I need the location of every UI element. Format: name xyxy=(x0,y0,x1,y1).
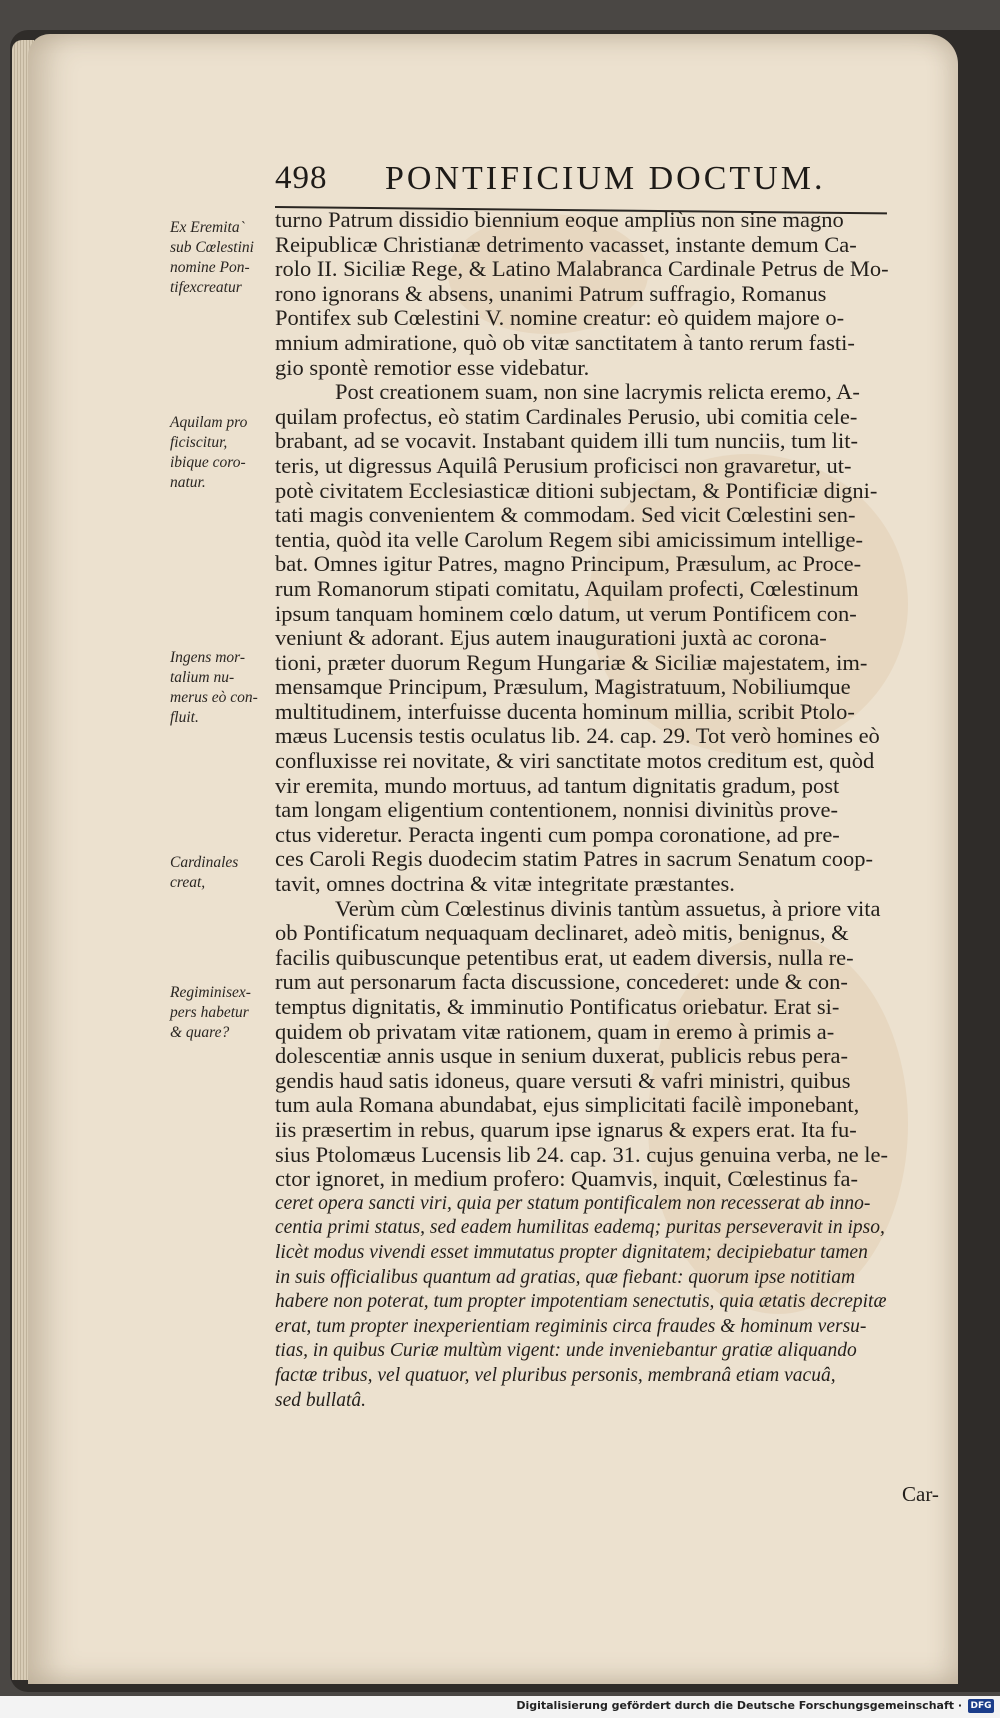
text-line: rono ignorans & absens, unanimi Patrum suffragio, Romanus xyxy=(275,280,827,306)
marginal-line: ibique coro- xyxy=(170,454,246,471)
text-line: tavit, omnes doctrina & vitæ integritate præstantes. xyxy=(275,871,735,897)
text-line: tentia, quòd ita velle Carolum Regem sibi amicissimum intellige- xyxy=(275,526,864,552)
footer-credit: Digitalisierung gefördert durch die Deutsche Forschungsgemeinschaft · xyxy=(516,1699,962,1712)
text-line: ctus videretur. Peracta ingenti cum pompa coronatione, ad pre- xyxy=(275,821,840,847)
body-text xyxy=(275,207,889,1413)
digitization-footer xyxy=(0,1696,1000,1718)
marginal-note xyxy=(170,218,275,298)
marginal-line: sub Cœlestini xyxy=(170,239,254,256)
running-title: PONTIFICIUM DOCTUM. xyxy=(385,160,826,197)
marginal-line: & quare? xyxy=(170,1024,230,1041)
marginal-line: Aquilam pro xyxy=(170,414,248,431)
quote-line: in suis officialibus quantum ad gratias, quæ fiebant: quorum ipse notitiam xyxy=(275,1266,856,1288)
marginal-line: fluit. xyxy=(170,709,199,726)
text-line: tam longam eligentium contentionem, nonnisi divinitùs prove- xyxy=(275,797,839,823)
marginal-note xyxy=(170,413,275,493)
catchword: Car- xyxy=(902,1482,939,1506)
text-line: gio spontè remotior esse videbatur. xyxy=(275,354,590,380)
quote-line: tias, in quibus Curiæ multùm vigent: unde inveniebantur gratiæ aliquando xyxy=(275,1340,857,1362)
text-line: Reipublicæ Christianæ detrimento vacasset, instante demum Ca- xyxy=(275,231,857,257)
marginal-line: creat, xyxy=(170,874,206,891)
text-line: quidem ob privatam vitæ rationem, quam in eremo à primis a- xyxy=(275,1018,835,1044)
text-line: rolo II. Siciliæ Rege, & Latino Malabranca Cardinale Petrus de Mo- xyxy=(275,256,889,282)
text-line: rum aut personarum facta discussione, concederet: unde & con- xyxy=(275,969,848,995)
marginal-line: Regiminisex- xyxy=(170,984,251,1001)
text-line: teris, ut digressus Aquilâ Perusium proficisci non gravaretur, ut- xyxy=(275,452,852,478)
text-line: tioni, præter duorum Regum Hungariæ & Siciliæ majestatem, im- xyxy=(275,649,868,675)
marginal-line: Cardinales xyxy=(170,854,239,871)
text-line: bat. Omnes igitur Patres, magno Principum, Præsulum, ac Proce- xyxy=(275,551,862,577)
marginal-line: Ingens mor- xyxy=(170,649,246,666)
quote-line: sed bullatâ. xyxy=(275,1389,366,1411)
text-line: quilam profectus, eò statim Cardinales Perusio, ubi comitia cele- xyxy=(275,403,858,429)
text-line: confluxisse rei novitate, & viri sanctitate motos creditum est, quòd xyxy=(275,748,875,774)
text-line: multitudinem, interfuisse ducenta hominum millia, scribit Ptolo- xyxy=(275,698,855,724)
text-line: ctor ignoret, in medium profero: Quamvis, inquit, Cœlestinus fa- xyxy=(275,1166,859,1192)
text-line: ipsum tanquam hominem cœlo datum, ut verum Pontificem con- xyxy=(275,600,857,626)
text-line: brabant, ad se vocavit. Instabant quidem illi tum nunciis, tum lit- xyxy=(275,428,859,454)
marginal-note xyxy=(170,853,275,893)
page-number: 498 xyxy=(275,160,328,196)
text-line: Verùm cùm Cœlestinus divinis tantùm assuetus, à priore vita xyxy=(335,895,881,921)
text-line: veniunt & adorant. Ejus autem inaugurationi juxtà ac corona- xyxy=(275,625,827,651)
text-line: vir eremita, mundo mortuus, ad tantum dignitatis gradum, post xyxy=(275,772,840,798)
text-line: temptus dignitatis, & imminutio Pontificatus oriebatur. Erat si- xyxy=(275,994,840,1019)
marginal-line: ficiscitur, xyxy=(170,434,228,451)
marginal-line: talium nu- xyxy=(170,669,235,686)
marginal-line: nomine Pon- xyxy=(170,259,250,276)
text-line: ob Pontificatum nequaquam declinaret, adeò mitis, benignus, & xyxy=(275,920,849,946)
text-line: mæus Lucensis testis oculatus lib. 24. cap. 29. Tot verò homines eò xyxy=(275,723,880,749)
marginal-line: tifexcreatur xyxy=(170,279,242,296)
quote-line: erat, tum propter inexperientiam regiminis circa fraudes & hominum versu- xyxy=(275,1315,867,1337)
text-line: mnium admiratione, quò ob vitæ sanctitatem à tanto rerum fasti- xyxy=(275,329,855,355)
text-line: Pontifex sub Cœlestini V. nomine creatur: eò quidem majore o- xyxy=(275,305,845,331)
text-line: gendis haud satis idoneus, quare versuti & vafri ministri, quibus xyxy=(275,1067,851,1093)
marginal-line: merus eò con- xyxy=(170,689,258,706)
marginal-note xyxy=(170,648,275,728)
text-line: Post creationem suam, non sine lacrymis relicta eremo, A- xyxy=(335,379,860,405)
text-line: ces Caroli Regis duodecim statim Patres in sacrum Senatum coop- xyxy=(275,846,873,872)
text-line: potè civitatem Ecclesiasticæ ditioni subjectam, & Pontificiæ digni- xyxy=(275,477,878,503)
text-line: sius Ptolomæus Lucensis lib 24. cap. 31. cujus genuina verba, ne le- xyxy=(275,1141,889,1167)
quote-line: habere non poterat, tum propter impotentiam senectutis, quia ætatis decrepitæ xyxy=(275,1291,887,1313)
quote-line: factæ tribus, vel quatuor, vel pluribus personis, membranâ etiam vacuâ, xyxy=(275,1364,836,1386)
marginal-line: pers habetur xyxy=(170,1004,249,1021)
quote-line: ceret opera sancti viri, quia per statum pontificalem non recesserat ab inno- xyxy=(275,1192,871,1214)
quote-line: licèt modus vivendi esset immutatus propter dignitatem; decipiebatur tamen xyxy=(275,1241,868,1263)
quote-line: centia primi status, sed eadem humilitas eademq; puritas perseveravit in ipso, xyxy=(275,1217,885,1239)
marginal-line: natur. xyxy=(170,474,206,491)
text-line: rum Romanorum stipati comitatu, Aquilam profecti, Cœlestinum xyxy=(275,575,859,601)
marginal-line: Ex Eremita` xyxy=(170,219,245,236)
text-line: tati magis convenientem & commodam. Sed vicit Cœlestini sen- xyxy=(275,502,856,528)
text-line: facilis quibuscunque petentibus erat, ut eadem diversis, nulla re- xyxy=(275,944,854,970)
text-line: turno Patrum dissidio biennium eoque ampliùs non sine magno xyxy=(275,207,844,232)
text-line: tum aula Romana abundabat, ejus simplicitati facilè imponebant, xyxy=(275,1092,860,1118)
text-line: mensamque Principum, Præsulum, Magistratuum, Nobiliumque xyxy=(275,674,851,700)
dfg-logo-icon: DFG xyxy=(968,1699,994,1713)
text-line: dolescentiæ annis usque in senium duxerat, publicis rebus pera- xyxy=(275,1043,848,1069)
text-line: iis præsertim in rebus, quarum ipse ignarus & expers erat. Ita fu- xyxy=(275,1116,857,1142)
marginal-note xyxy=(170,983,275,1043)
